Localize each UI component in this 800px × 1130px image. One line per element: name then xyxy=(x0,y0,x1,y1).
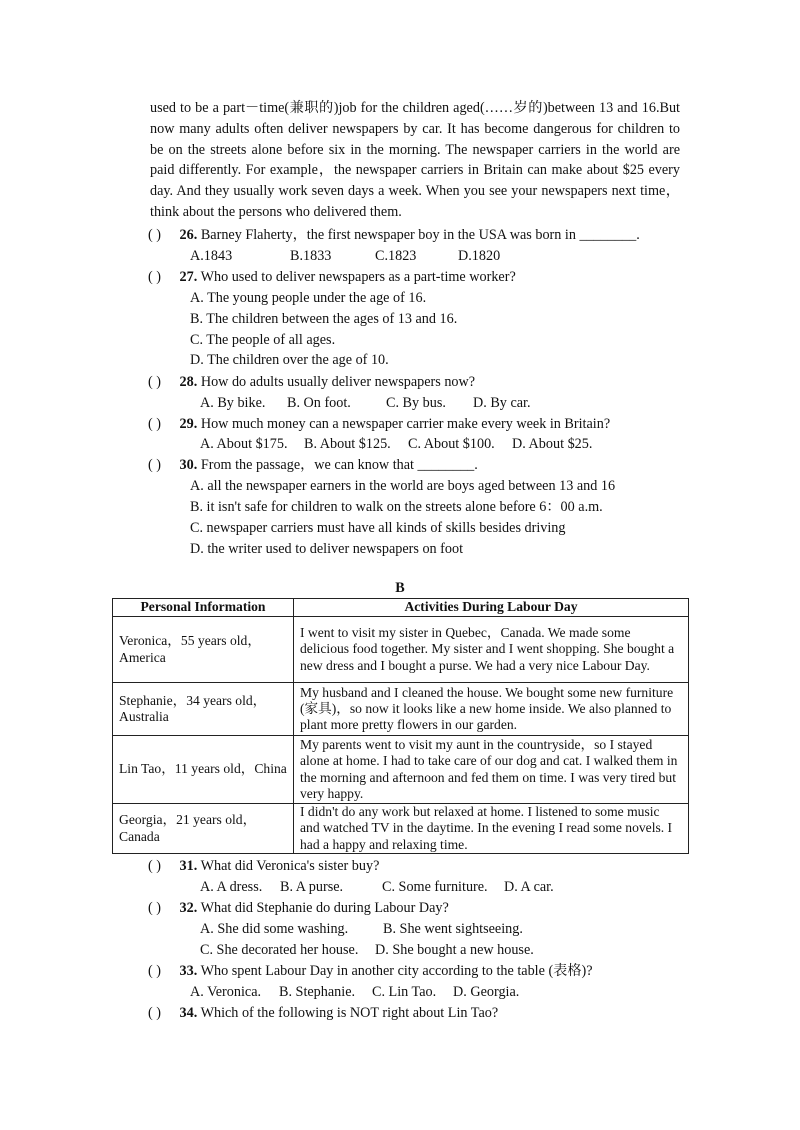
column-header: Personal Information xyxy=(113,599,294,617)
question-29 xyxy=(148,414,610,434)
activity-cell: I went to visit my sister in Quebec，Canada. We made some delicious food together. My sister and I went shopping. She bought a new dress and I bought a purse. We had a very nice Labour Day. xyxy=(294,617,689,683)
activity-cell: My parents went to visit my aunt in the countryside，so I stayed alone at home. I had to take care of our dog and cat. I walked them in the morning and afternoon and fed them on time. I was very tired but very happy. xyxy=(294,736,689,804)
answer-blank[interactable]: ( ) xyxy=(148,227,161,243)
option-d: D. The children over the age of 10. xyxy=(190,352,389,368)
option-d: D.1820 xyxy=(458,248,501,264)
answer-blank[interactable]: ( ) xyxy=(148,900,161,916)
answer-blank[interactable]: ( ) xyxy=(148,963,161,979)
option-d: D. Georgia. xyxy=(453,984,520,1000)
option-a: A. all the newspaper earners in the world are boys aged between 13 and 16 xyxy=(190,478,616,494)
option-a: A. About $175. xyxy=(200,436,288,452)
option-a: A. Veronica. xyxy=(190,984,262,1000)
passage-line: used to be a part－time(兼职的)job for the children aged(……岁的)between 13 and 16.But xyxy=(150,100,680,116)
question-number: 32. xyxy=(179,900,198,916)
section-b-title: B xyxy=(395,580,405,596)
option-c: C. By bus. xyxy=(386,395,446,411)
option-d: D. About $25. xyxy=(512,436,593,452)
passage-a xyxy=(150,98,680,223)
option-a: A. A dress. xyxy=(200,879,263,895)
answer-blank[interactable]: ( ) xyxy=(148,858,161,874)
option-c: C. About $100. xyxy=(408,436,495,452)
option-c: C. She decorated her house. xyxy=(200,942,359,958)
labour-day-table xyxy=(112,598,689,854)
question-text: How do adults usually deliver newspapers now? xyxy=(200,374,476,390)
answer-blank[interactable]: ( ) xyxy=(148,457,161,473)
person-cell: Stephanie，34 years old，Australia xyxy=(113,683,294,736)
option-b: B.1833 xyxy=(290,248,332,264)
option-b: B. She went sightseeing. xyxy=(383,921,523,937)
table-row xyxy=(113,804,689,854)
person-cell: Georgia，21 years old，Canada xyxy=(113,804,294,854)
question-number: 27. xyxy=(179,269,198,285)
table-row xyxy=(113,736,689,804)
option-a: A. By bike. xyxy=(200,395,266,411)
option-b: B. Stephanie. xyxy=(279,984,356,1000)
option-a: A.1843 xyxy=(190,248,233,264)
option-b: B. The children between the ages of 13 and 16. xyxy=(190,311,458,327)
question-number: 29. xyxy=(179,416,198,432)
question-text: Who used to deliver newspapers as a part-time worker? xyxy=(200,269,516,285)
option-c: C.1823 xyxy=(375,248,417,264)
question-28 xyxy=(148,372,475,392)
option-d: D. A car. xyxy=(504,879,554,895)
question-text: Which of the following is NOT right about Lin Tao? xyxy=(200,1005,499,1021)
option-a: A. The young people under the age of 16. xyxy=(190,290,427,306)
answer-blank[interactable]: ( ) xyxy=(148,1005,161,1021)
option-c: C. Some furniture. xyxy=(382,879,488,895)
option-b: B. On foot. xyxy=(287,395,351,411)
column-header: Activities During Labour Day xyxy=(294,599,689,617)
table-row xyxy=(113,617,689,683)
option-b: B. it isn't safe for children to walk on the streets alone before 6：00 a.m. xyxy=(190,499,603,515)
person-cell: Veronica，55 years old，America xyxy=(113,617,294,683)
question-number: 30. xyxy=(179,457,198,473)
answer-blank[interactable]: ( ) xyxy=(148,374,161,390)
question-33 xyxy=(148,961,593,981)
question-26 xyxy=(148,225,640,245)
person-cell: Lin Tao，11 years old，China xyxy=(113,736,294,804)
question-number: 26. xyxy=(179,227,198,243)
activity-cell: My husband and I cleaned the house. We bought some new furniture (家具)，so now it looks like a new home inside. We also planned to plant more pretty flowers in our garden. xyxy=(294,683,689,736)
question-text: Who spent Labour Day in another city according to the table (表格)? xyxy=(200,963,593,979)
option-c: C. newspaper carriers must have all kinds of skills besides driving xyxy=(190,520,566,536)
option-a: A. She did some washing. xyxy=(200,921,349,937)
answer-blank[interactable]: ( ) xyxy=(148,269,161,285)
question-32 xyxy=(148,898,449,918)
question-text: Barney Flaherty，the first newspaper boy in the USA was born in ________. xyxy=(200,227,640,243)
option-b: B. About $125. xyxy=(304,436,391,452)
option-d: D. By car. xyxy=(473,395,531,411)
passage-line: be on the streets alone before six in the morning. The newspaper carriers in the world are xyxy=(150,141,680,158)
option-b: B. A purse. xyxy=(280,879,344,895)
question-number: 31. xyxy=(179,858,198,874)
question-34 xyxy=(148,1003,498,1023)
question-number: 34. xyxy=(179,1005,198,1021)
passage-line: paid differently. For example，the newspaper carriers in Britain can make about $25 every xyxy=(150,162,680,179)
option-d: D. the writer used to deliver newspapers on foot xyxy=(190,541,464,557)
question-number: 33. xyxy=(179,963,198,979)
question-number: 28. xyxy=(179,374,198,390)
question-text: How much money can a newspaper carrier make every week in Britain? xyxy=(200,416,611,432)
option-c: C. Lin Tao. xyxy=(372,984,437,1000)
activity-cell: I didn't do any work but relaxed at home. I listened to some music and watched TV in the daytime. In the evening I read some novels. I had a happy and relaxing time. xyxy=(294,804,689,854)
option-c: C. The people of all ages. xyxy=(190,332,336,348)
question-text: What did Veronica's sister buy? xyxy=(200,858,380,874)
passage-line: think about the persons who delivered them. xyxy=(150,203,402,220)
table-header-row xyxy=(113,599,689,617)
option-d: D. She bought a new house. xyxy=(375,942,534,958)
question-text: What did Stephanie do during Labour Day? xyxy=(200,900,449,916)
passage-line: day. And they usually work seven days a week. When you see your newspapers next time， xyxy=(150,183,680,200)
question-27 xyxy=(148,267,516,287)
answer-blank[interactable]: ( ) xyxy=(148,416,161,432)
question-30 xyxy=(148,455,478,475)
question-text: From the passage，we can know that ________. xyxy=(200,457,478,473)
table-row xyxy=(113,683,689,736)
question-31 xyxy=(148,856,379,876)
passage-line: now many adults often deliver newspapers by car. It has become dangerous for children to xyxy=(150,120,680,137)
